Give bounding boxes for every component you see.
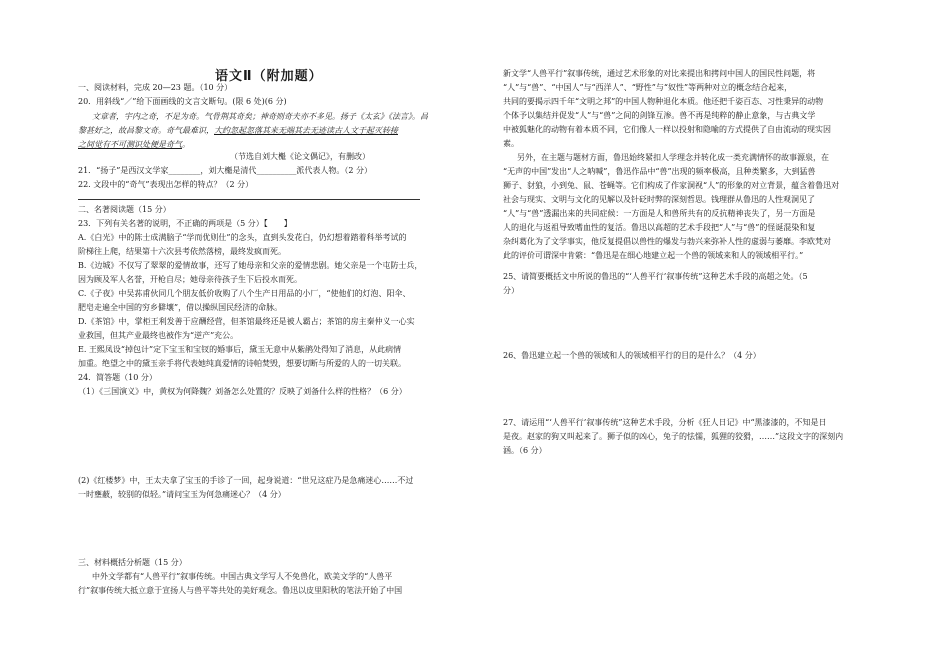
passage-line xyxy=(78,124,398,137)
question-25: 25、请简要概括文中所说的鲁迅的“‘人兽平行’叙事传统”这种艺术手段的高超之处。（5 xyxy=(503,272,808,281)
material-paragraph: 社会与现实、文明与文化的见解以及针砭时弊的深刻哲思。钱理群从鲁迅的人性观洞见了 xyxy=(503,195,815,204)
question-20: 20．用斜线“／”给下面画线的文言文断句。(限 6 处)(6 分) xyxy=(78,97,287,106)
section-3-heading: 三、材料概括分析题（15 分） xyxy=(78,558,187,567)
option-c: 肥皂走遍全中国的穷乡僻壤”，借以操纵国民经济的命脉。 xyxy=(78,303,283,312)
section-2-heading: 二、名著阅读题（15 分） xyxy=(78,205,171,214)
option-e: 加重。绝望之中的黛玉亲手将代表她纯真爱情的诗帕焚毁，想要切断与所爱的人的一切关联。 xyxy=(78,359,406,368)
option-a: A.《白光》中的陈士成满脑子“学而优则仕”的念头，直到头发花白，仍幻想着踏着科举考试的 xyxy=(78,233,407,242)
material-paragraph: 杂纠葛化为了文学事实，他反复提倡以兽性的爆发与勃兴来弥补人性的虚弱与萎靡。李欧梵对 xyxy=(503,237,831,246)
material-paragraph: 共同的要揭示四千年“文明之邦”的中国人物种退化本质。他还把千姿百态、习性秉异的动物 xyxy=(503,97,824,106)
passage-text: 。 xyxy=(182,140,190,149)
option-b: B.《边城》不仅写了翠翠的爱情故事，还写了她母亲和父亲的爱情悲剧。她父亲是一个屯防士兵， xyxy=(78,261,423,270)
option-e: E. 王熙凤设“掉包计”定下宝玉和宝钗的婚事后，黛玉无意中从紫鹃处得知了消息，从此病情 xyxy=(78,345,402,354)
question-23: 23．下列有关名著的说明，不正确的两项是（5 分）【 】 xyxy=(78,219,292,228)
underlined-passage: 之间觉有不可测识处便是奇气 xyxy=(78,140,182,149)
question-27: 27、请运用“‘人兽平行’叙事传统”这种艺术手段，分析《狂人日记》中“黑漆漆的，不知是日 xyxy=(503,418,827,427)
answer-line xyxy=(78,199,420,200)
material-paragraph: 人的退化与返祖导致嗜血性的复活。鲁迅以高超的艺术手段把“人”与“兽”的怪诞混染和复 xyxy=(503,223,816,232)
question-24-1: （1）《三国演义》中，黄权为何降魏？刘备怎么处置的？反映了刘备什么样的性格？（6 分） xyxy=(78,387,407,396)
material-paragraph: “人”与“兽”、“中国人”与“西洋人”、“野性”与“奴性”等两种对立的概念结合起来， xyxy=(503,83,793,92)
material-paragraph: 狮子、豺狼，小到兔、鼠、苍蝇等。它们构成了作家洞视“人”的形象的对立背景，蕴含着鲁迅对 xyxy=(503,181,840,190)
material-paragraph: 另外，在主题与题材方面，鲁迅始终紧扣人学理念并转化成一类充满情怀的故事源泉，在 xyxy=(517,153,829,162)
question-24-2: 一时壅蔽，较别的似轻。”请问宝玉为何急痛迷心？（4 分） xyxy=(78,490,286,499)
question-27: 涵。（6 分） xyxy=(503,446,547,455)
option-d: D.《茶馆》中，掌柜王利发善于应酬经营，但茶馆最终还是被人霸占；茶馆的房主秦仲义一心实 xyxy=(78,317,415,326)
material-paragraph: 此的评价可谓深中肯綮：“鲁迅是在细心地建立起一个兽的领域来和人的领域相平行。” xyxy=(503,251,804,260)
option-d: 业救国，但其产业最终也被作为“逆产”充公。 xyxy=(78,331,239,340)
passage-source: （节选自刘大櫆《论文偶记》，有删改） xyxy=(230,152,370,161)
question-25: 分） xyxy=(503,286,519,295)
question-22: 22. 文段中的“奇气”表现出怎样的特点？（2 分） xyxy=(78,180,254,189)
material-paragraph: 新文学“人兽平行”叙事传统，通过艺术形象的对比来提出和拷问中国人的国民性问题，将 xyxy=(503,69,816,78)
option-b: 因为顾及军人名誉，开枪自尽；她母亲待孩子生下后投水而死。 xyxy=(78,275,302,284)
page-title: 语文Ⅱ（附加题） xyxy=(215,69,323,84)
option-a: 阶梯往上爬，结果第十六次县考依然落榜，最终发疯而死。 xyxy=(78,247,286,256)
underlined-passage: 大约忽起忽落其来无端其去无迹读古人文于起灭转接 xyxy=(214,126,398,135)
material-paragraph: 中被狐魅化的动物有着本质不同，它们像人一样以投射和隐喻的方式提供了自由流动的现实因 xyxy=(503,125,831,134)
passage-line xyxy=(78,138,190,151)
material-paragraph: “无声的中国”发出“人之呐喊”，鲁迅作品中“兽”出现的频率极高，且种类繁多，大到猛兽 xyxy=(503,167,816,176)
question-26: 26、鲁迅建立起一个兽的领域和人的领域相平行的目的是什么？（4 分） xyxy=(503,351,761,360)
question-21: 21．“扬子”是西汉文学家________，刘大櫆是清代__________派代表人物。（2 分） xyxy=(78,166,372,175)
question-24-2: (2)《红楼梦》中，王太夫拿了宝玉的手诊了一回，起身说道：“世兄这症乃是急痛迷心……不过 xyxy=(78,476,414,485)
option-c: C.《子夜》中吴荪甫伙同几个朋友低价收购了八个生产日用品的小厂，“使他们的灯泡、阳伞、 xyxy=(78,289,411,298)
question-24: 24．简答题（10 分） xyxy=(78,373,157,382)
question-27: 是夜。赵家的狗又叫起来了。狮子似的凶心，兔子的怯懦，狐狸的狡猾，……”这段文字的深刻内 xyxy=(503,432,844,441)
material-paragraph: 中外文学都有“人兽平行”叙事传统。中国古典文学写人不免兽化，欧美文学的“人兽平 xyxy=(92,572,393,581)
section-1-heading: 一、阅读材料，完成 20—23 题。（10 分） xyxy=(78,83,233,92)
material-paragraph: “人”与“兽”透漏出来的共同症候：一方面是人和兽所共有的反抗精神丧失了，另一方面是 xyxy=(503,209,816,218)
material-paragraph: 个体予以集结并促发“人”与“兽”之间的剑锋互渗。兽不再是纯粹的静止意象，与古典文学 xyxy=(503,111,816,120)
passage-text: 黎甚好之，故昌黎文奇。奇气最难识， xyxy=(78,126,214,135)
passage-line: 文章者，宇内之奇，不足为奇。气骨荆其奇矣；神奇则奇夫亦不多见。扬子《太玄》《法言》。昌 xyxy=(92,112,428,121)
material-paragraph: 素。 xyxy=(503,139,519,148)
material-paragraph: 行”叙事传统大抵立意于宣扬人与兽平等共处的美好观念。鲁迅以皮里阳秋的笔法开始了中国 xyxy=(78,586,403,595)
